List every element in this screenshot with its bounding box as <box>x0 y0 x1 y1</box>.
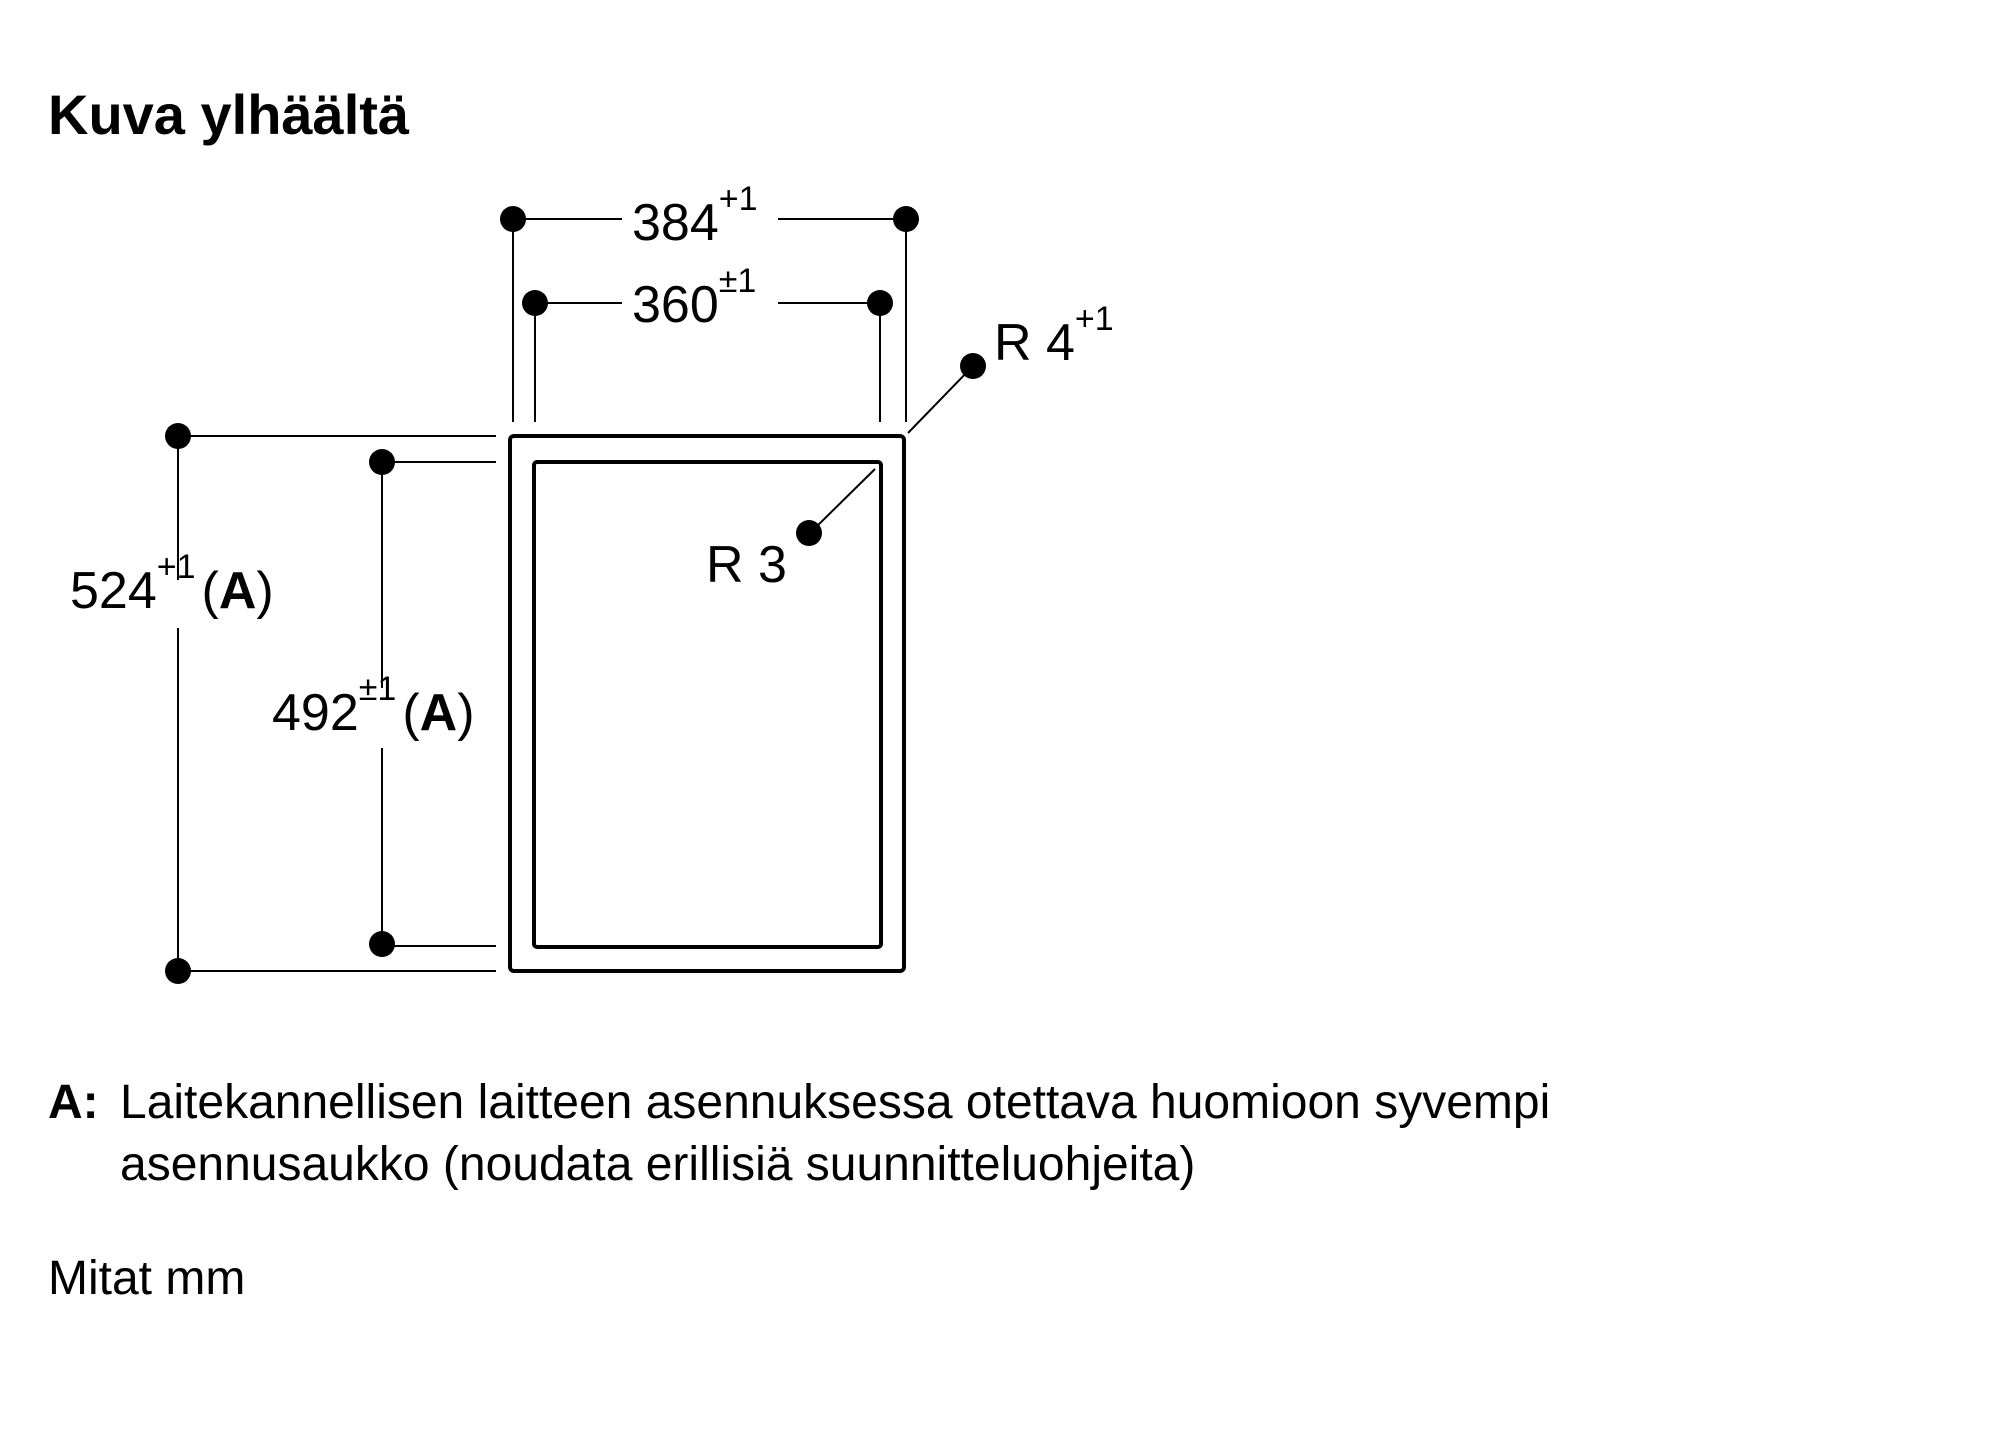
inner-width-label <box>632 262 756 334</box>
dim-dot-inner-depth-bottom <box>369 931 395 957</box>
outer-radius-prefix: R 4 <box>994 314 1075 372</box>
dim-dot-outer-depth-top <box>165 423 191 449</box>
units-note: Mitat mm <box>48 1252 246 1305</box>
dim-dot-inner-depth-top <box>369 449 395 475</box>
inner-width-tolerance: ±1 <box>718 262 757 300</box>
outer-depth-ref-open: ( <box>201 562 219 620</box>
inner-radius-dot <box>796 520 822 546</box>
outer-width-label <box>632 180 758 252</box>
inner-radius-label: R 3 <box>706 536 787 594</box>
inner-depth-label <box>272 670 475 742</box>
outer-depth-label <box>70 548 274 620</box>
inner-depth-tolerance: ±1 <box>358 670 397 708</box>
outer-width-tolerance: +1 <box>718 180 758 218</box>
legend-key: A: <box>48 1076 99 1129</box>
outer-radius-label <box>994 300 1114 372</box>
outer-depth-tolerance: +1 <box>156 548 196 586</box>
dim-dot-inner-width-right <box>867 290 893 316</box>
outer-radius-tolerance: +1 <box>1074 300 1114 338</box>
outer-depth-value: 524 <box>70 562 157 620</box>
outer-width-value: 384 <box>632 194 719 252</box>
inner-cutout-outline <box>534 462 881 947</box>
outer-radius-dot <box>960 353 986 379</box>
legend-text: Laitekannellisen laitteen asennuksessa otettava huomioon syvempi asennusaukko (noudata erillisiä suunnitteluohjeita) <box>120 1076 1551 1191</box>
outer-radius-leader <box>908 367 972 433</box>
outer-depth-ref: A <box>218 562 257 620</box>
inner-depth-ref: A <box>419 684 458 742</box>
dim-dot-inner-width-left <box>522 290 548 316</box>
dim-dot-outer-width-right <box>893 206 919 232</box>
inner-depth-ref-open: ( <box>402 684 420 742</box>
page-title: Kuva ylhäältä <box>48 83 410 146</box>
inner-width-value: 360 <box>632 276 719 334</box>
outer-cutout-outline <box>510 436 904 971</box>
outer-depth-ref-close: ) <box>256 562 274 620</box>
inner-depth-ref-close: ) <box>457 684 475 742</box>
inner-radius-leader <box>810 469 875 533</box>
dim-dot-outer-width-left <box>500 206 526 232</box>
dim-dot-outer-depth-bottom <box>165 958 191 984</box>
inner-depth-value: 492 <box>272 684 359 742</box>
